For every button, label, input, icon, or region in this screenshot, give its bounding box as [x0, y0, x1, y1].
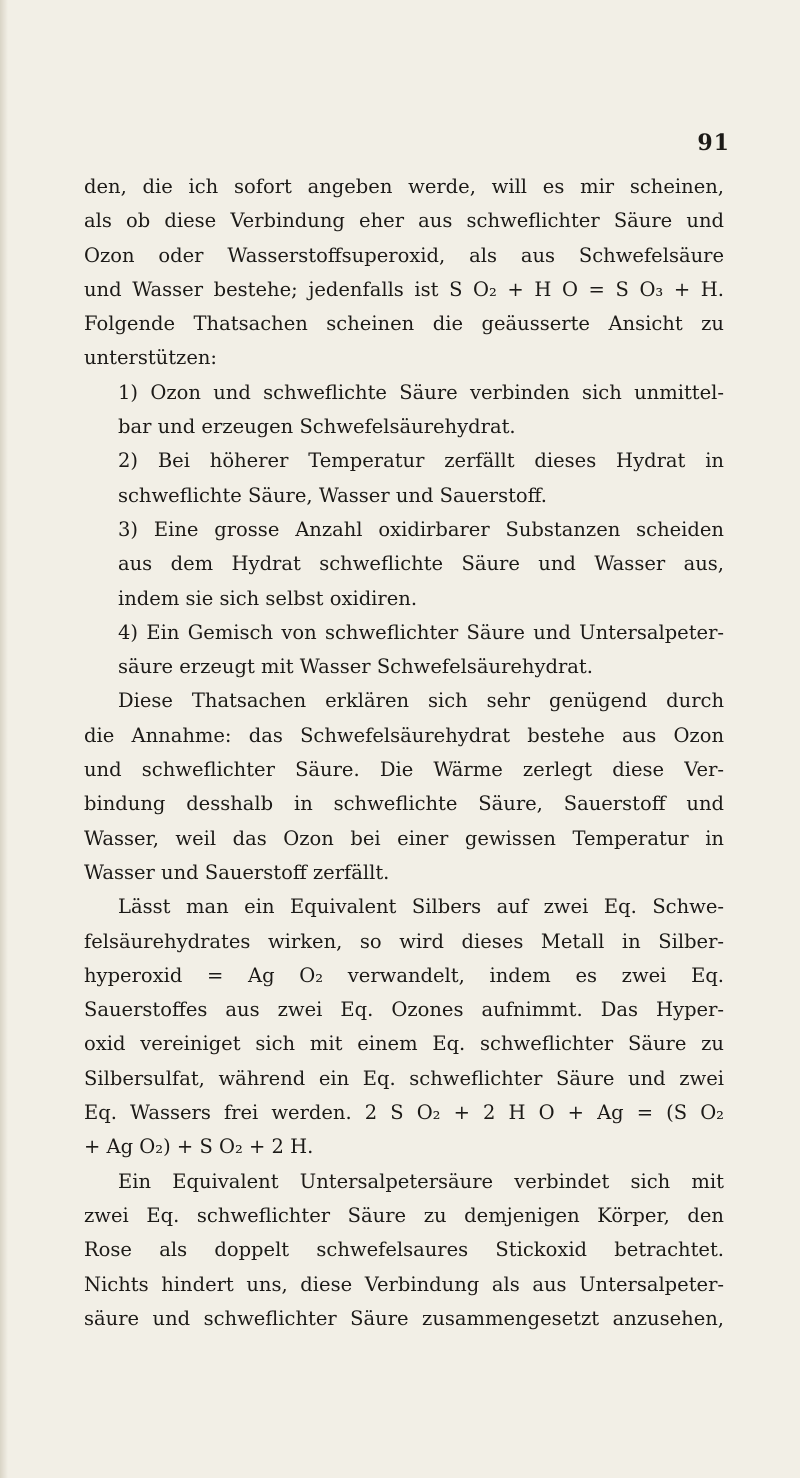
text-line: Sauerstoffes aus zwei Eq. Ozones aufnimmt. Das Hyper- [84, 998, 724, 1022]
text-line: unterstützen: [84, 346, 217, 370]
text-line: Wasser und Sauerstoff zerfällt. [84, 860, 390, 884]
text-line: Folgende Thatsachen scheinen die geäusserte Ansicht zu [84, 312, 724, 336]
text-line: 1) Ozon und schweflichte Säure verbinden sich unmittel- [118, 380, 724, 404]
body-text [84, 170, 724, 1336]
text-line: säure und schweflichter Säure zusammengesetzt anzusehen, [84, 1306, 724, 1330]
text-line: säure erzeugt mit Wasser Schwefelsäurehydrat. [118, 655, 593, 679]
text-line: Eq. Wassers frei werden. 2 S O₂ + 2 H O + Ag = (S O₂ [84, 1101, 724, 1125]
text-line: und Wasser bestehe; jedenfalls ist S O₂ + H O = S O₃ + H. [84, 277, 724, 301]
text-line: Wasser, weil das Ozon bei einer gewissen Temperatur in [84, 826, 724, 850]
text-line: felsäurehydrates wirken, so wird dieses Metall in Silber- [84, 929, 724, 953]
text-line: als ob diese Verbindung eher aus schweflichter Säure und [84, 209, 724, 233]
text-line: + Ag O₂) + S O₂ + 2 H. [84, 1135, 314, 1159]
text-line: oxid vereiniget sich mit einem Eq. schweflichter Säure zu [84, 1032, 724, 1056]
text-line: zwei Eq. schweflichter Säure zu demjenigen Körper, den [84, 1203, 724, 1227]
text-line: bindung desshalb in schweflichte Säure, Sauerstoff und [84, 792, 724, 816]
text-line: hyperoxid = Ag O₂ verwandelt, indem es zwei Eq. [84, 963, 724, 987]
text-line: schweflichte Säure, Wasser und Sauerstoff. [118, 483, 548, 507]
text-line: Ein Equivalent Untersalpetersäure verbindet sich mit [118, 1169, 724, 1193]
text-line: 2) Bei höherer Temperatur zerfällt dieses Hydrat in [118, 449, 724, 473]
text-line: 4) Ein Gemisch von schweflichter Säure und Untersalpeter- [118, 620, 724, 644]
text-line: Rose als doppelt schwefelsaures Stickoxid betrachtet. [84, 1238, 724, 1262]
text-line: aus dem Hydrat schweflichte Säure und Wasser aus, [118, 552, 724, 576]
page-edge-shadow [0, 0, 8, 1478]
page-number: 91 [697, 130, 730, 156]
text-line: Silbersulfat, während ein Eq. schweflichter Säure und zwei [84, 1066, 724, 1090]
text-line: bar und erzeugen Schwefelsäurehydrat. [118, 415, 516, 439]
text-line: Lässt man ein Equivalent Silbers auf zwei Eq. Schwe- [118, 895, 724, 919]
text-line: und schweflichter Säure. Die Wärme zerlegt diese Ver- [84, 758, 724, 782]
text-line: den, die ich sofort angeben werde, will es mir scheinen, [84, 175, 724, 198]
text-line: 3) Eine grosse Anzahl oxidirbarer Substanzen scheiden [118, 517, 724, 541]
text-line: Diese Thatsachen erklären sich sehr genügend durch [118, 689, 724, 713]
text-line: Nichts hindert uns, diese Verbindung als aus Untersalpeter- [84, 1272, 724, 1296]
text-line: die Annahme: das Schwefelsäurehydrat bestehe aus Ozon [84, 723, 724, 747]
text-line: Ozon oder Wasserstoffsuperoxid, als aus Schwefelsäure [84, 243, 724, 267]
text-line: indem sie sich selbst oxidiren. [118, 586, 418, 610]
